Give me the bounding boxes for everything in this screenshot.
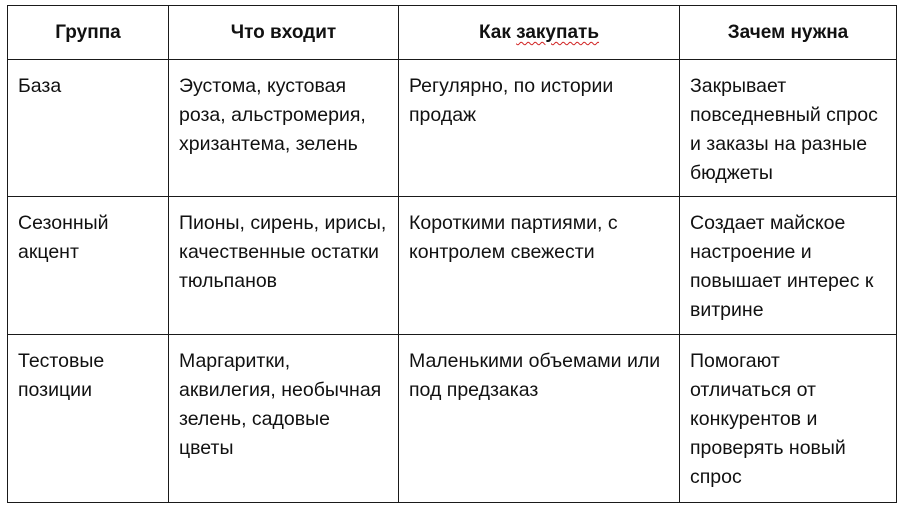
- table-row: [8, 335, 897, 503]
- cell-includes[interactable]: Эустома, кустовая роза, альстромерия, хризантема, зелень: [169, 60, 399, 197]
- header-group[interactable]: Группа: [8, 6, 169, 60]
- cell-group[interactable]: База: [8, 60, 169, 197]
- purchase-groups-table: [7, 5, 897, 503]
- header-how-to-buy-prefix: Как: [478, 22, 517, 43]
- cell-how-to-buy[interactable]: Короткими партиями, с контролем свежести: [399, 197, 680, 335]
- cell-why-needed[interactable]: Помогают отличаться от конкурентов и проверять новый спрос: [680, 335, 897, 503]
- header-how-to-buy[interactable]: [399, 6, 680, 60]
- cell-group[interactable]: Тестовые позиции: [8, 335, 169, 503]
- cell-why-needed[interactable]: Закрывает повседневный спрос и заказы на разные бюджеты: [680, 60, 897, 197]
- cell-why-needed[interactable]: Создает майское настроение и повышает интерес к витрине: [680, 197, 897, 335]
- header-includes[interactable]: Что входит: [169, 6, 399, 60]
- cell-includes[interactable]: Маргаритки, аквилегия, необычная зелень, садовые цветы: [169, 335, 399, 503]
- spellcheck-word[interactable]: закупать: [516, 22, 600, 43]
- table-header-row: [8, 6, 897, 60]
- header-why-needed[interactable]: Зачем нужна: [680, 6, 897, 60]
- cell-includes[interactable]: Пионы, сирень, ирисы, качественные остатки тюльпанов: [169, 197, 399, 335]
- cell-how-to-buy[interactable]: Маленькими объемами или под предзаказ: [399, 335, 680, 503]
- table-row: [8, 197, 897, 335]
- cell-how-to-buy[interactable]: Регулярно, по истории продаж: [399, 60, 680, 197]
- cell-group[interactable]: Сезонный акцент: [8, 197, 169, 335]
- table-row: [8, 60, 897, 197]
